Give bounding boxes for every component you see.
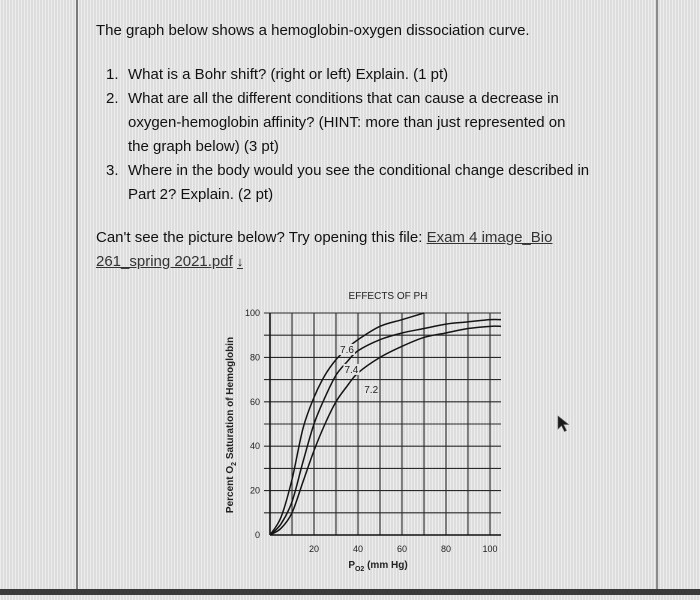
svg-text:40: 40 [352,544,364,554]
svg-text:20: 20 [249,485,260,496]
question-text-line: What are all the different conditions that can cause a decrease in [128,90,559,107]
svg-text:80: 80 [440,544,452,554]
svg-text:100: 100 [482,544,498,554]
svg-text:40: 40 [249,441,260,452]
svg-text:EFFECTS OF PH: EFFECTS OF PH [348,291,428,302]
question-text-line: the graph below) (3 pt) [128,138,279,155]
curve-label: 7.2 [364,384,379,396]
mouse-pointer-icon [557,415,571,438]
curve-label: 7.6 [340,344,354,356]
chart-labels [225,291,498,573]
download-icon[interactable]: ↓ [236,254,244,269]
svg-text:60: 60 [249,396,260,407]
question-number: 2. [106,90,119,107]
question-intro: The graph below shows a hemoglobin-oxygen dissociation curve. [96,22,530,39]
curve-label: 7.4 [344,364,359,376]
question-number: 3. [106,162,119,179]
svg-text:PO2 (mm Hg): $P_{O2}$ (mm Hg) [348,560,408,573]
screen-bottom-edge [0,589,700,595]
file-note-text: Can't see the picture below? Try opening this file: [96,229,427,246]
svg-text:20: 20 [308,544,320,554]
svg-text:100: 100 [244,308,260,318]
svg-text:80: 80 [249,352,260,363]
curve-ph-7.4 [270,319,501,535]
svg-text:60: 60 [396,544,408,554]
question-number: 1. [106,66,119,83]
question-text-line: What is a Bohr shift? (right or left) Explain. (1 pt) [128,66,449,83]
chart-grid [264,313,501,535]
file-link[interactable]: Exam 4 image_Bio 261_spring 2021.pdf [96,229,553,270]
question-text-line: Part 2? Explain. (2 pt) [128,186,274,203]
question-text-line: oxygen-hemoglobin affinity? (HINT: more than just represented on [128,114,566,131]
svg-text:Percent O2 Saturation of Hemog: Percent $O_2$ Saturation of Hemoglobin [225,336,238,514]
svg-text:0: 0 [254,530,260,540]
question-text-line: Where in the body would you see the conditional change described in [128,162,590,179]
